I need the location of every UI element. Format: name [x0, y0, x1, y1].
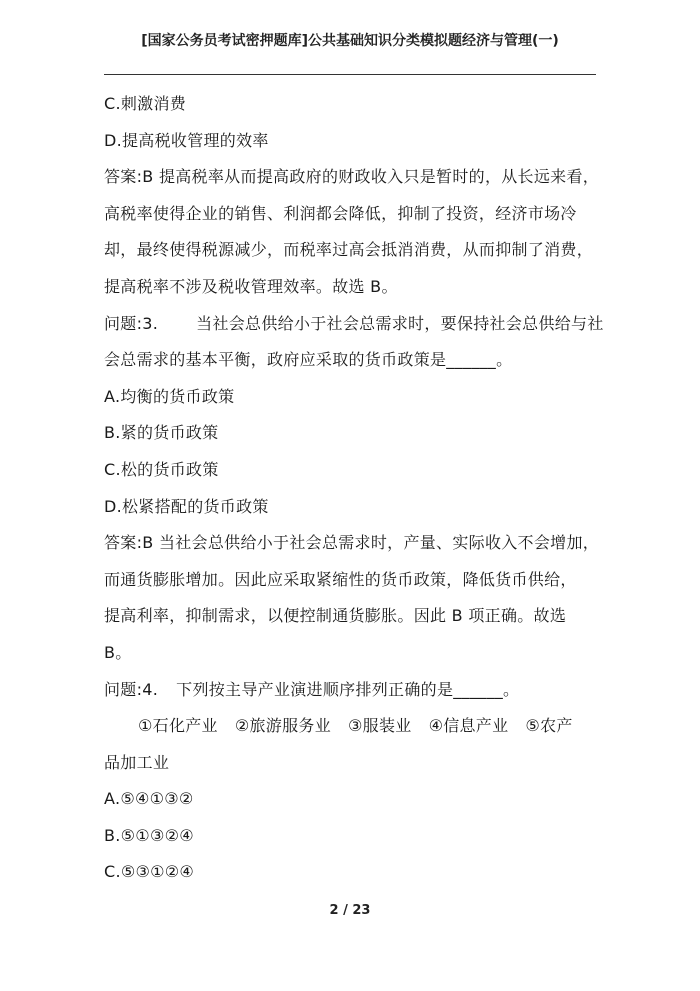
list-item: ②旅游服务业: [234, 716, 332, 736]
answer-q2-line-3: 却，最终使得税源减少，而税率过高会抵消消费，从而抑制了消费，: [104, 240, 594, 260]
option-b-q4: B.⑤①③②④: [104, 825, 194, 845]
question-4-items-continued: 品加工业: [104, 752, 170, 772]
question-3-text: 当社会总供给小于社会总需求时，要保持社会总供给与社: [196, 313, 604, 333]
option-a-q4: A.⑤④①③②: [104, 789, 194, 809]
answer-q2-line-4: 提高税率不涉及税收管理效率。故选 B。: [104, 276, 398, 296]
answer-q3-line-4: B。: [104, 642, 132, 662]
list-item: ③服装业: [348, 716, 412, 736]
question-3-line-1: [104, 306, 604, 343]
question-3-line-2: 会总需求的基本平衡，政府应采取的货币政策是______。: [104, 350, 513, 370]
list-item: ④信息产业: [428, 716, 509, 736]
option-c-q2: C.刺激消费: [104, 94, 187, 113]
answer-q3-line-1: 答案:B 当社会总供给小于社会总需求时，产量、实际收入不会增加，: [104, 533, 600, 553]
list-item: ①石化产业: [138, 716, 218, 736]
option-d-q3: D.松紧搭配的货币政策: [104, 496, 269, 516]
answer-q3-line-3: 提高利率，抑制需求，以便控制通货膨胀。因此 B 项正确。故选: [104, 606, 567, 626]
question-4-text: 下列按主导产业演进顺序排列正确的是______。: [176, 679, 520, 699]
answer-q2-line-1: 答案:B 提高税率从而提高政府的财政收入只是暂时的，从长远来看，: [104, 167, 600, 187]
page-number: 2 / 23: [329, 903, 371, 918]
question-4-label: 问题:4.: [104, 679, 159, 699]
answer-q3-line-2: 而通货膨胀增加。因此应采取紧缩性的货币政策，降低货币供给，: [104, 569, 577, 589]
option-d-q2: D.提高税收管理的效率: [104, 130, 269, 150]
header-divider: [104, 74, 596, 75]
document-body: [104, 86, 604, 891]
list-item: ⑤农产: [525, 716, 573, 736]
answer-q2-line-2: 高税率使得企业的销售、利润都会降低，抑制了投资，经济市场冷: [104, 203, 577, 223]
option-b-q3: B.紧的货币政策: [104, 423, 219, 443]
question-4-line-1: [104, 672, 598, 709]
page-header: [国家公务员考试密押题库]公共基础知识分类模拟题经济与管理(一): [141, 33, 559, 49]
option-c-q3: C.松的货币政策: [104, 459, 219, 479]
question-3-label: 问题:3.: [104, 313, 159, 333]
question-4-items: [104, 708, 598, 745]
option-a-q3: A.均衡的货币政策: [104, 386, 235, 406]
option-c-q4: C.⑤③①②④: [104, 862, 195, 882]
